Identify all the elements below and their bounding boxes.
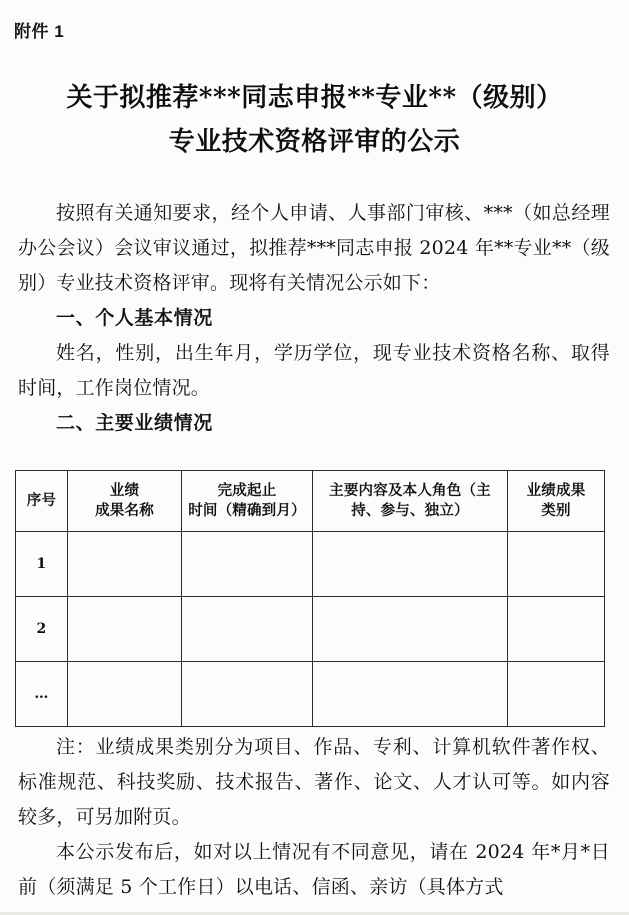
row-achievement-name[interactable] [68,662,182,727]
closing-paragraph: 本公示发布后，如对以上情况有不同意见，请在 2024 年*月*日前（须满足 5 个工作日）以电话、信函、亲访（具体方式 [18,841,610,898]
table-header-achievement-name [68,471,182,532]
row-content-role[interactable] [313,532,508,597]
header-content-line-1: 主要内容及本人角色（主 [329,482,491,499]
performance-table [15,470,605,727]
row-achievement-name[interactable] [68,597,182,662]
table-note-paragraph: 注：业绩成果类别分为项目、作品、专利、计算机软件著作权、标准规范、科技奖励、技术报告、著作、论文、人才认可等。如内容较多，可另加附页。 [18,736,610,828]
attachment-label: 附件 1 [14,22,65,41]
header-name-line-2: 成果名称 [95,502,154,519]
row-category[interactable] [508,597,605,662]
table-header-row [16,471,605,532]
section-heading-personal-info: 一、个人基本情况 [56,308,213,329]
title-line-2: 专业技术资格评审的公示 [168,127,461,157]
row-period[interactable] [182,662,313,727]
header-name-line-1: 业绩 [109,482,140,499]
table-header-index [16,471,68,532]
section-heading-performance: 二、主要业绩情况 [56,413,213,434]
table-row [16,662,605,727]
title-line-1: 关于拟推荐***同志申报**专业**（级别） [66,83,563,113]
row-category[interactable] [508,662,605,727]
body-text-block [18,196,610,441]
table-header-period [182,471,313,532]
row-period[interactable] [182,532,313,597]
row-content-role[interactable] [313,662,508,727]
row-category[interactable] [508,532,605,597]
row-achievement-name[interactable] [68,532,182,597]
row-index: 1 [16,532,68,597]
table-row [16,532,605,597]
row-index: … [16,662,68,727]
row-index: 2 [16,597,68,662]
header-period-line-1: 完成起止 [217,482,277,499]
table-header-category [508,471,605,532]
section-paragraph-personal-info: 姓名，性别，出生年月，学历学位，现专业技术资格名称、取得时间，工作岗位情况。 [18,342,610,399]
intro-paragraph: 按照有关通知要求，经个人申请、人事部门审核、***（如总经理办公会议）会议审议通过，拟推荐***同志申报 2024 年**专业**（级别）专业技术资格评审。现将有关情况公示如下： [18,202,610,294]
row-content-role[interactable] [313,597,508,662]
table-header-content-role [313,471,508,532]
header-category-line-1: 业绩成果 [526,482,586,499]
lower-text-block [18,730,610,905]
header-period-line-2: 时间（精确到月） [188,502,306,519]
page-title [0,76,629,164]
header-index-line-1: 序号 [26,492,57,509]
row-period[interactable] [182,597,313,662]
header-category-line-2: 类别 [541,502,571,519]
header-content-line-2: 持、参与、独立） [351,502,469,519]
table-row [16,597,605,662]
